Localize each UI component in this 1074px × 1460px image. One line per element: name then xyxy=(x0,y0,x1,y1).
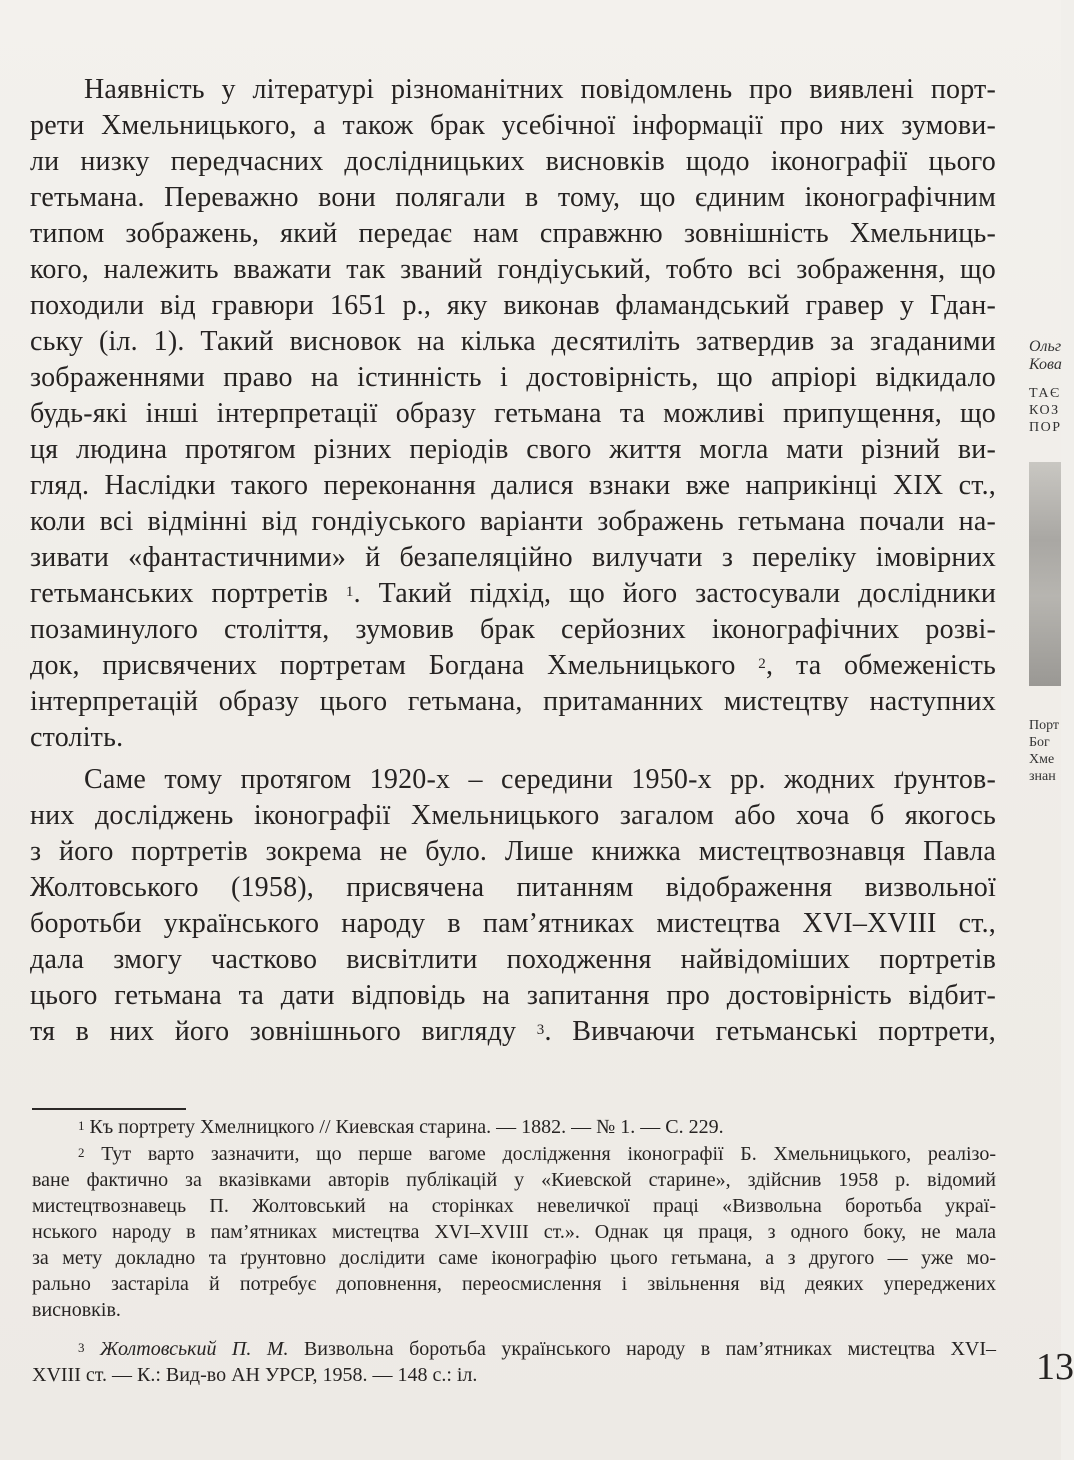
margin-caption-fragment: Хме xyxy=(1029,752,1055,767)
body-line: них досліджень іконографії Хмельницького загалом або хоча б якогось xyxy=(30,800,996,831)
body-line: століть. xyxy=(30,722,124,753)
footnote-ref-2[interactable]: 2 xyxy=(758,656,766,672)
body-line: кого, належить вважати так званий гондіуський, тобто всі зображення, що xyxy=(30,254,996,285)
body-line: Наявність у літературі різноманітних повідомлень про виявлені порт- xyxy=(84,74,996,105)
body-line: Жолтовського (1958), присвячена питанням відображення визвольної xyxy=(30,872,996,903)
body-line: зивати «фантастичними» й безапеляційно вилучати з переліку імовірних xyxy=(30,542,996,573)
footnote-author: Жолтовський П. М. xyxy=(99,1338,289,1360)
body-line: зображеннями право на істинність і достовірність, що апріорі відкидало xyxy=(30,362,996,393)
body-line: цього гетьмана та дати відповідь на запитання про достовірність відбит- xyxy=(30,980,996,1011)
footnote-number: 1 xyxy=(78,1118,85,1133)
footnote-text: Визвольна боротьба українського народу в пам’ятниках мистецтва XVI– xyxy=(288,1338,997,1360)
body-fragment: тя в них його зовнішнього вигляду xyxy=(30,1016,517,1047)
body-fragment: гетьманських портретів xyxy=(30,578,329,609)
body-line: гляд. Наслідки такого переконання далися взнаки вже наприкінці XIX ст., xyxy=(30,470,996,501)
body-fragment: . Вивчаючи гетьманські портрети, xyxy=(544,1016,997,1047)
footnote-ref-3[interactable]: 3 xyxy=(536,1022,545,1038)
footnote-ref-1[interactable]: 1 xyxy=(345,584,354,600)
footnote-3-line: XVIII ст. — К.: Вид-во АН УРСР, 1958. — 148 с.: іл. xyxy=(32,1364,478,1386)
body-line: Саме тому протягом 1920-х – середини 1950-х рр. жодних ґрунтов- xyxy=(84,764,996,795)
footnote-2-line: нського народу в пам’ятниках мистецтва XVI–XVIII ст.». Однак ця праця, з одного боку, не мала xyxy=(32,1221,996,1243)
footnote-1 xyxy=(32,1114,996,1140)
margin-title-fragment: ТАЄ xyxy=(1029,386,1061,401)
footnote-separator xyxy=(32,1108,186,1110)
footnote-2-line: за мету докладно та ґрунтовно дослідити саме іконографію цього гетьмана, а з другого — уже мо- xyxy=(32,1247,996,1269)
body-line xyxy=(30,1014,996,1050)
footnote-2 xyxy=(32,1141,996,1167)
body-line: типом зображень, який передає нам справжню зовнішність Хмельниць- xyxy=(30,218,996,249)
body-line: позаминулого століття, зумовив брак серйозних іконографічних розві- xyxy=(30,614,996,645)
body-line: інтерпретацій образу цього гетьмана, притаманних мистецтву наступних xyxy=(30,686,996,717)
footnote-2-line: рально застаріла й потребує доповнення, переосмислення і звільнення від деяких упереджених xyxy=(32,1273,996,1295)
page-number: 13 xyxy=(1036,1346,1074,1388)
body-line: ця людина протягом різних періодів свого життя могла мати різний ви- xyxy=(30,434,996,465)
body-line: будь-які інші інтерпретації образу гетьмана та можливі припущення, що xyxy=(30,398,996,429)
margin-caption-fragment: Бог xyxy=(1029,735,1050,750)
body-line xyxy=(30,648,996,684)
footnote-text: Тут варто зазначити, що перше вагоме дослідження іконографії Б. Хмельницького, реалізо- xyxy=(101,1143,996,1165)
body-line: гетьмана. Переважно вони полягали в тому, що єдиним іконографічним xyxy=(30,182,996,213)
body-line: ли низку передчасних дослідницьких висновків щодо іконографії цього xyxy=(30,146,996,177)
body-line: ську (іл. 1). Такий висновок на кілька десятиліть затвердив за згаданими xyxy=(30,326,996,357)
body-fragment: , та обмеженість xyxy=(766,650,996,681)
body-line: рети Хмельницького, а також брак усебічної інформації про них зумови- xyxy=(30,110,996,141)
body-line: коли всі відмінні від гондіуського варіанти зображень гетьмана почали на- xyxy=(30,506,996,537)
footnote-2-line: мистецтвознавець П. Жолтовський на сторінках невеличкої праці «Визвольна боротьба украї- xyxy=(32,1195,996,1217)
footnote-number: 2 xyxy=(78,1145,85,1160)
body-line: походили від гравюри 1651 р., яку виконав фламандський гравер у Гдан- xyxy=(30,290,996,321)
body-line: дала змогу частково висвітлити походження найвідоміших портретів xyxy=(30,944,996,975)
footnote-2-line: висновків. xyxy=(32,1299,121,1321)
body-line: боротьби українського народу в пам’ятниках мистецтва XVI–XVIII ст., xyxy=(30,908,996,939)
margin-title-fragment: КОЗ xyxy=(1029,403,1060,418)
body-line: з його портретів зокрема не було. Лише книжка мистецтвознавця Павла xyxy=(30,836,996,867)
margin-caption-fragment: Порт xyxy=(1029,718,1060,733)
body-line xyxy=(30,576,996,612)
body-fragment: док, присвячених портретам Богдана Хмельницького xyxy=(30,650,736,681)
margin-author-fragment: Кова xyxy=(1029,356,1062,373)
footnote-text: Къ портрету Хмелницкого // Киевская старина. — 1882. — № 1. — С. 229. xyxy=(89,1116,724,1138)
margin-illustration xyxy=(1029,462,1061,686)
footnote-number: 3 xyxy=(78,1340,85,1355)
footnote-3 xyxy=(32,1336,996,1362)
margin-caption-fragment: знан xyxy=(1029,769,1056,784)
margin-author-fragment: Ольг xyxy=(1029,338,1062,355)
footnote-2-line: ване фактично за вказівками авторів публікацій у «Киевской старине», здійснив 1958 р. відомий xyxy=(32,1169,996,1191)
margin-title-fragment: ПОР xyxy=(1029,420,1062,435)
body-fragment: . Такий підхід, що його застосували дослідники xyxy=(353,578,997,609)
